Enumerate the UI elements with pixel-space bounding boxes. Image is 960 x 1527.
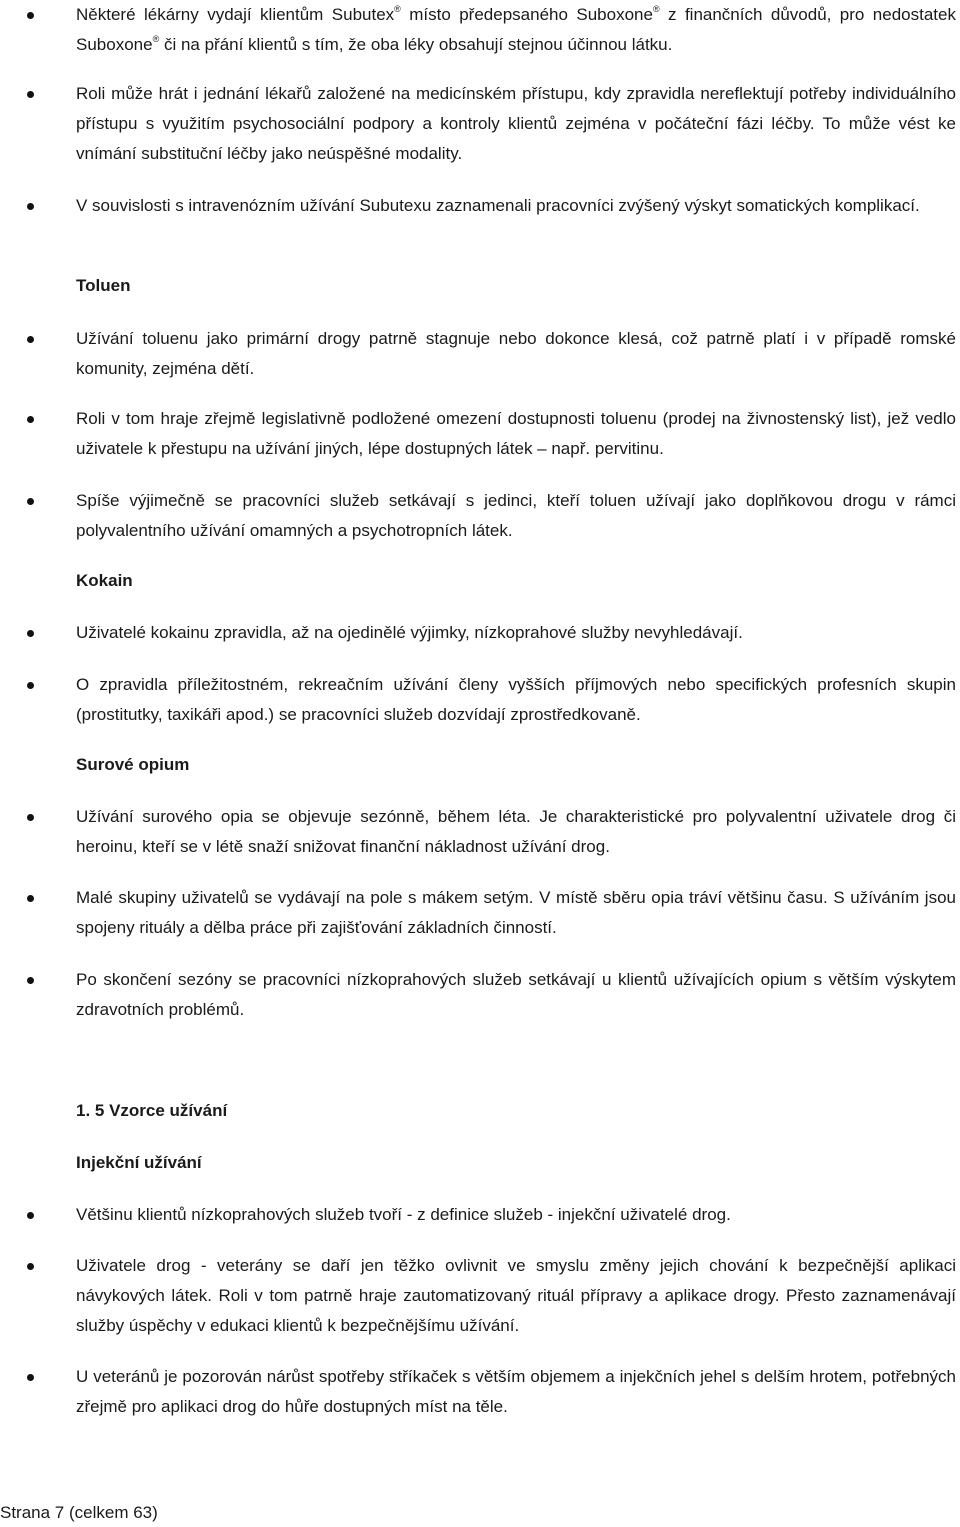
bullet-icon [27, 1263, 34, 1270]
bullet-icon [27, 630, 34, 637]
bullet-icon [27, 91, 34, 98]
bullet-text: Spíše výjimečně se pracovníci služeb setkávají s jedinci, kteří toluen užívají jako doplňkovou drogu v rámci polyvalentního užívání omamných a psychotropních látek. [76, 491, 956, 540]
chapter-heading: 1. 5 Vzorce užívání [76, 1101, 228, 1120]
bullet-icon [27, 895, 34, 902]
bullet-text: V souvislosti s intravenózním užívání Subutexu zaznamenali pracovníci zvýšený výskyt somatických komplikací. [76, 196, 920, 215]
bullet-icon [27, 977, 34, 984]
bullet-icon [27, 336, 34, 343]
section-heading-injekcni-uzivani: Injekční užívání [76, 1153, 202, 1172]
bullet-text: U veteránů je pozorován nárůst spotřeby stříkaček s větším objemem a injekčních jehel s delším hrotem, potřebných zřejmě pro aplikaci drog do hůře dostupných míst na těle. [76, 1367, 956, 1416]
section-heading-kokain: Kokain [76, 571, 133, 590]
bullet-text: Uživatele drog - veterány se daří jen těžko ovlivnit ve smyslu změny jejich chování k bezpečnější aplikaci návykových látek. Roli v tom patrně hraje zautomatizovaný rituál přípravy a aplikace drogy. Přesto zaznamenávají služby úspěchy v edukaci klientů k bezpečnějšímu užívání. [76, 1256, 956, 1335]
bullet-icon [27, 1212, 34, 1219]
bullet-icon [27, 12, 34, 19]
bullet-text: Užívání surového opia se objevuje sezónně, během léta. Je charakteristické pro polyvalentní uživatele drog či heroinu, kteří se v létě snaží snižovat finanční nákladnost užívání drog. [76, 807, 956, 856]
bullet-text: Některé lékárny vydají klientům Subutex® místo předepsaného Suboxone® z finančních důvodů, pro nedostatek Suboxone® či na přání klientů s tím, že oba léky obsahují stejnou účinnou látku. [76, 4, 956, 54]
bullet-icon [27, 416, 34, 423]
page-footer: Strana 7 (celkem 63) [0, 1503, 158, 1522]
bullet-text: O zpravidla příležitostném, rekreačním užívání členy vyšších příjmových nebo specifických profesních skupin (prostitutky, taxikáři apod.) se pracovníci služeb dozvídají zprostředkovaně. [76, 675, 956, 724]
section-heading-surove-opium: Surové opium [76, 755, 190, 774]
bullet-icon [27, 682, 34, 689]
bullet-icon [27, 814, 34, 821]
bullet-text: Roli v tom hraje zřejmě legislativně podložené omezení dostupnosti toluenu (prodej na živnostenský list), jež vedlo uživatele k přestupu na užívání jiných, lépe dostupných látek – např. pervitinu. [76, 409, 956, 458]
section-heading-toluen: Toluen [76, 276, 131, 295]
bullet-icon [27, 498, 34, 505]
bullet-text: Po skončení sezóny se pracovníci nízkoprahových služeb setkávají u klientů užívajících opium s větším výskytem zdravotních problémů. [76, 970, 956, 1019]
bullet-text: Malé skupiny uživatelů se vydávají na pole s mákem setým. V místě sběru opia tráví většinu času. S užíváním jsou spojeny rituály a dělba práce při zajišťování základních činností. [76, 888, 956, 937]
bullet-text: Užívání toluenu jako primární drogy patrně stagnuje nebo dokonce klesá, což patrně platí i v případě romské komunity, zejména dětí. [76, 329, 956, 378]
bullet-text: Roli může hrát i jednání lékařů založené na medicínském přístupu, kdy zpravidla nereflektují potřeby individuálního přístupu s využitím psychosociální podpory a kontroly klientů zejména v počáteční fázi léčby. To může vést ke vnímání substituční léčby jako neúspěšné modality. [76, 84, 956, 163]
bullet-icon [27, 203, 34, 210]
bullet-icon [27, 1374, 34, 1381]
bullet-text: Uživatelé kokainu zpravidla, až na ojedinělé výjimky, nízkoprahové služby nevyhledávají. [76, 623, 743, 642]
bullet-text: Většinu klientů nízkoprahových služeb tvoří - z definice služeb - injekční uživatelé drog. [76, 1205, 731, 1224]
